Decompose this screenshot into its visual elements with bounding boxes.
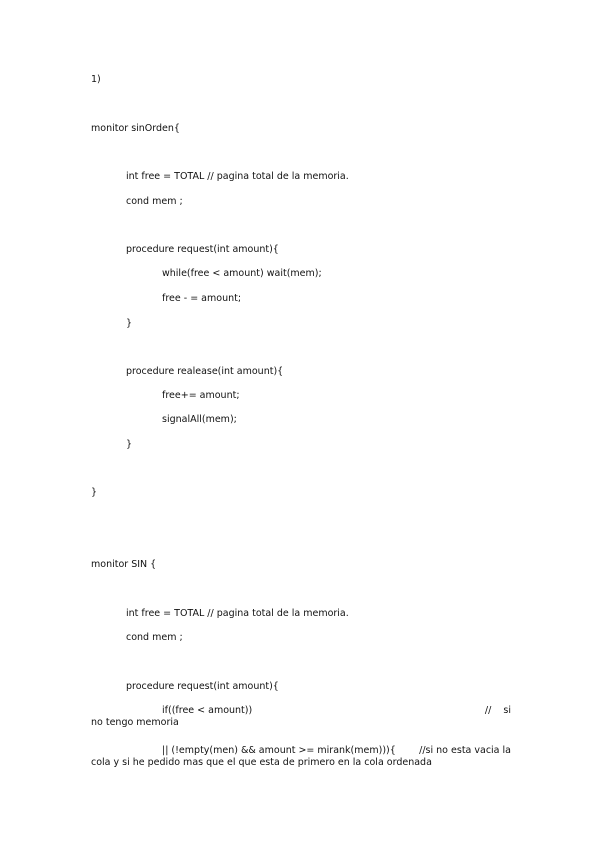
procedure-request-header: procedure request(int amount){ — [126, 681, 279, 692]
closing-brace: } — [126, 318, 133, 329]
code-comment: //si no esta vacia la — [419, 745, 511, 756]
code-comment-continuation: no tengo memoria — [91, 717, 179, 728]
procedure-release-header: procedure realease(int amount){ — [126, 366, 284, 377]
code-line-cond-decl: cond mem ; — [126, 196, 183, 207]
monitor-header-sin: monitor SIN { — [91, 559, 157, 570]
closing-brace: } — [126, 439, 133, 450]
code-line-signal-all: signalAll(mem); — [162, 414, 237, 425]
code-line-free-increment: free+= amount; — [162, 390, 240, 401]
code-line-or-condition: || (!empty(men) && amount >= mirank(mem))){ — [162, 745, 396, 756]
code-comment: // si — [484, 705, 511, 716]
code-line-cond-decl: cond mem ; — [126, 632, 183, 643]
procedure-request-header: procedure request(int amount){ — [126, 244, 279, 255]
monitor-header-sinorden: monitor sinOrden{ — [91, 123, 180, 134]
code-paragraph-if — [91, 705, 511, 729]
code-paragraph-or — [91, 745, 511, 769]
code-comment-continuation: cola y si he pedido mas que el que esta de primero en la cola ordenada — [91, 757, 432, 768]
code-line-if: if((free < amount)) — [162, 705, 253, 716]
code-line-free-decrement: free - = amount; — [162, 293, 242, 304]
closing-brace: } — [91, 487, 98, 498]
code-line-while-wait: while(free < amount) wait(mem); — [162, 268, 322, 279]
code-line-free-decl: int free = TOTAL // pagina total de la memoria. — [126, 608, 349, 619]
code-line-free-decl: int free = TOTAL // pagina total de la memoria. — [126, 171, 349, 182]
section-number: 1) — [91, 74, 101, 85]
